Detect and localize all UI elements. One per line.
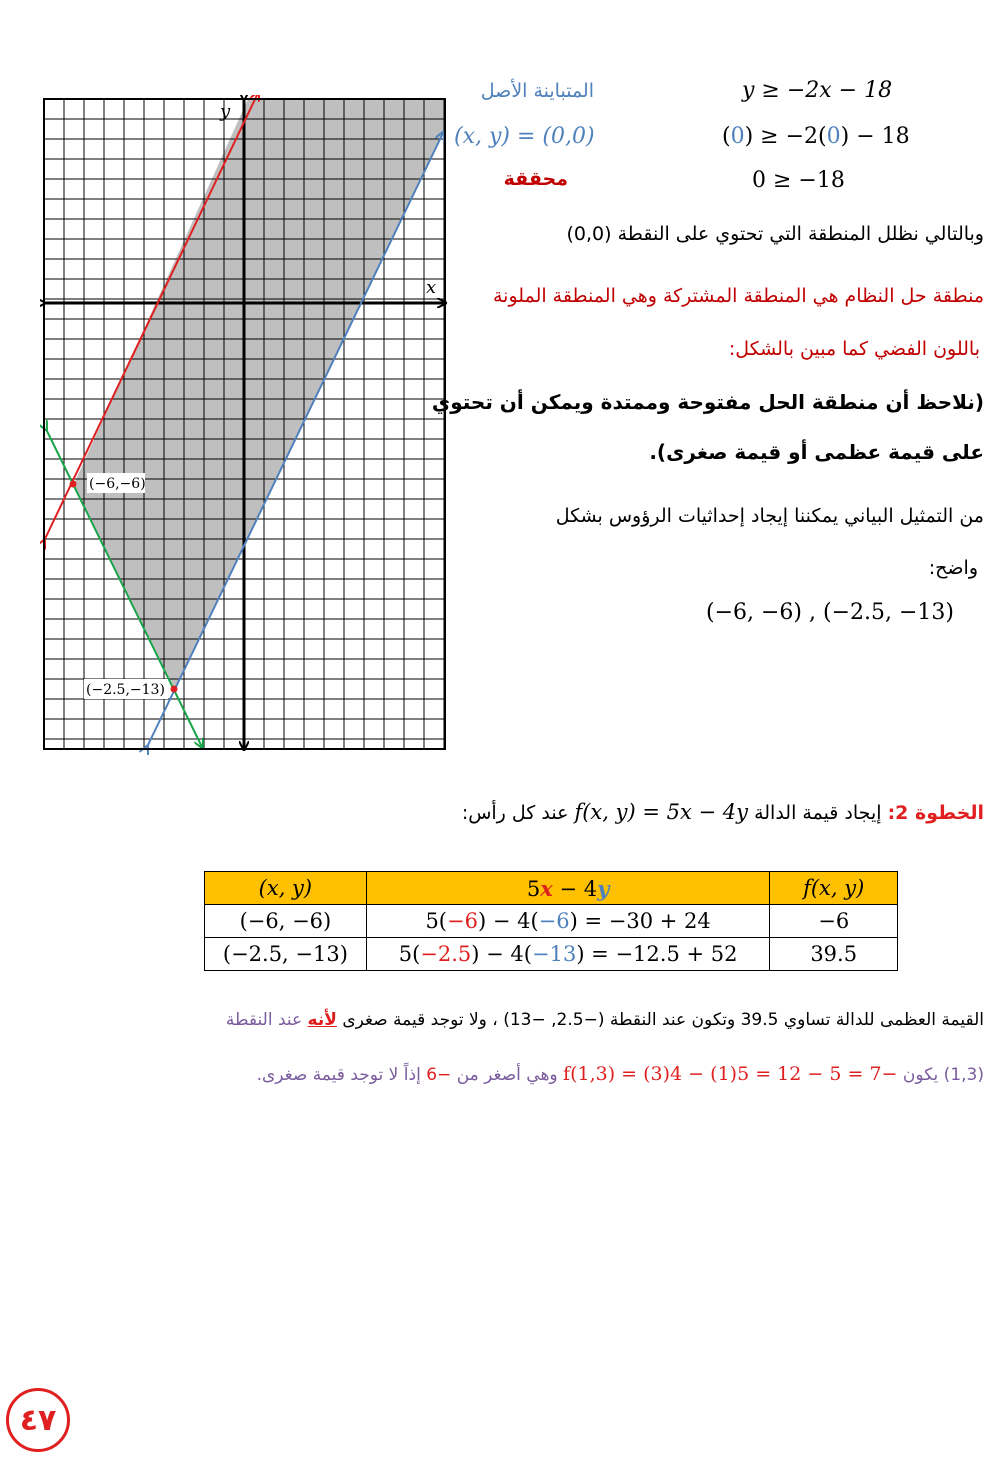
region-line-2: باللون الفضي كما مبين بالشكل: [728,338,980,360]
row2-point: (−2.5, −13) [205,938,367,971]
table-row [205,938,898,971]
note-line-2: على قيمة عظمى أو قيمة صغرى). [649,440,984,464]
vertex-label-2: (−2.5,−13) [86,682,165,698]
inequality-original: y ≥ −2x − 18 [742,78,893,103]
substituted-zero-2: 0 [826,124,841,149]
row2-result: 39.5 [770,938,898,971]
objective-function: f(x, y) = 5x − 4y [574,800,749,824]
shade-sentence: وبالتالي نظلل المنطقة التي تحتوي على النقطة (0,0) [566,223,984,245]
header-point: (x, y) [205,872,367,905]
substitution-line: (0) ≥ −2(0) − 18 [722,124,910,149]
original-inequality-label: المتباينة الأصل [480,80,594,102]
vertex-point-2 [171,686,178,693]
solution-region [73,99,445,689]
step2-heading: الخطوة 2: إيجاد قيمة الدالة f(x, y) = 5x − 4y عند كل رأس: [461,800,984,824]
conclusion-line-1: القيمة العظمى للدالة تساوي 39.5 وتكون عند النقطة (−2.5, −13) ، ولا توجد قيمة صغرى لأنه عند النقطة [225,1010,984,1030]
header-function: f(x, y) [770,872,898,905]
vertices-list: (−6, −6) , (−2.5, −13) [706,600,954,625]
note-line-1: (نلاحظ أن منطقة الحل مفتوحة وممتدة ويمكن أن تحتوي [431,390,984,414]
row1-point: (−6, −6) [205,905,367,938]
y-axis-label: y [220,101,231,122]
conclusion-line-2: (1,3) يكون −7 = 5 − 12 = 5(1) − 4(3) = f(1,3) وهي أصغر من −6 إذاً لا توجد قيمة صغرى. [256,1063,984,1085]
row1-expression: 5(−6) − 4(−6) = −30 + 24 [366,905,770,938]
region-line-1: منطقة حل النظام هي المنطقة المشتركة وهي المنطقة الملونة [493,285,984,307]
coordinate-graph [40,95,450,755]
row1-result: −6 [770,905,898,938]
verified-label: محققة [503,168,568,190]
substituted-zero-1: 0 [730,124,745,149]
row2-expression: 5(−2.5) − 4(−13) = −12.5 + 52 [366,938,770,971]
min-check-expression: −7 = 5 − 12 = 5(1) − 4(3) = f(1,3) [563,1063,898,1085]
table-row [205,905,898,938]
header-expression: 5x − 4y [366,872,770,905]
vertices-line-1: من التمثيل البياني يمكننا إيجاد إحداثيات الرؤوس بشكل [555,505,984,527]
test-point-label: (x, y) = (0,0) [454,124,595,149]
table-header-row [205,872,898,905]
function-values-table [204,871,898,971]
vertices-line-2: واضح: [928,557,978,579]
because-word: لأنه [307,1010,337,1030]
vertex-point-1 [70,481,77,488]
step2-label: الخطوة 2: [887,802,984,824]
page-number: ٤٧ [6,1388,70,1452]
vertex-label-1: (−6,−6) [89,476,146,492]
check-result: 0 ≥ −18 [752,168,845,193]
x-axis-label: x [426,277,437,298]
